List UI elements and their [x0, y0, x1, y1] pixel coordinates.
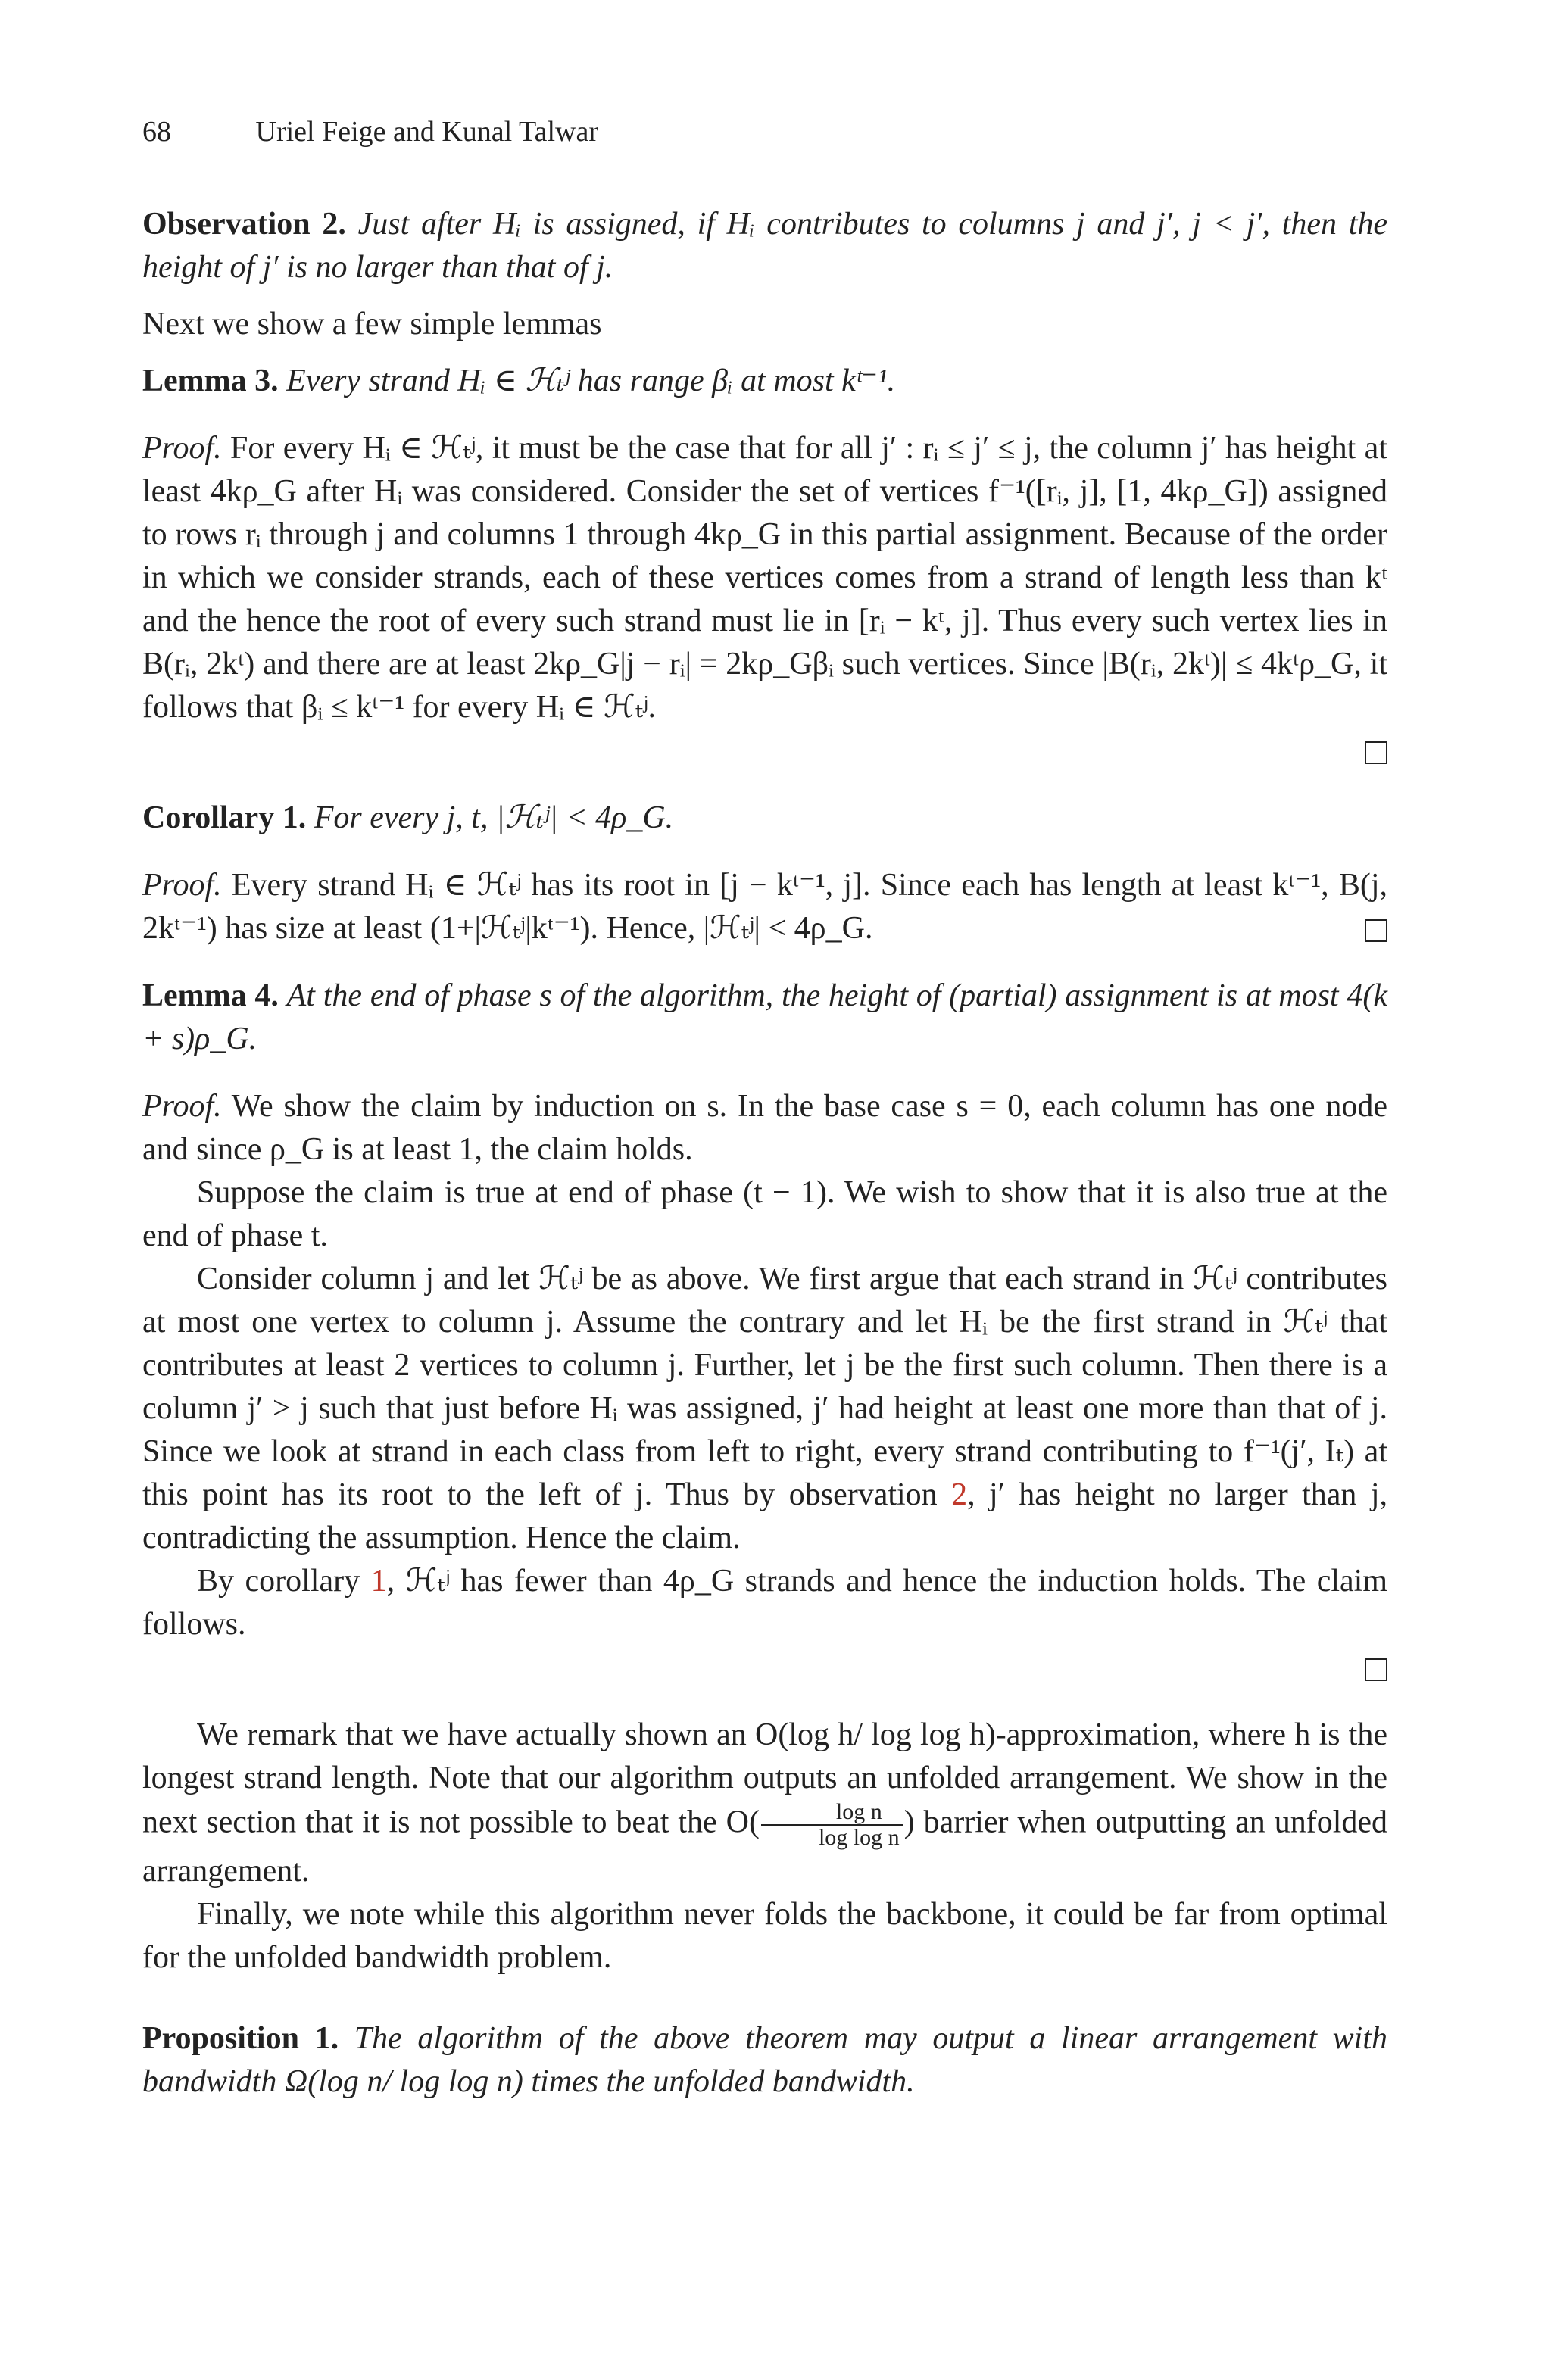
proof-lemma-4-p2: Suppose the claim is true at end of phase (t − 1). We wish to show that it is also true at the end of phase t. [142, 1175, 1387, 1253]
proposition-1 [142, 2017, 1387, 2104]
remark-p2: Finally, we note while this algorithm never folds the backbone, it could be far from optimal for the unfolded bandwidth problem. [142, 1897, 1387, 1975]
remark-p1 [142, 1714, 1387, 1893]
corollary-1-link[interactable]: 1 [370, 1564, 387, 1599]
running-authors: Uriel Feige and Kunal Talwar [255, 116, 598, 148]
fraction-denominator: log log n [818, 1825, 900, 1850]
lemma-4 [142, 975, 1387, 1061]
proposition-1-text: The algorithm of the above theorem may output a linear arrangement with bandwidth Ω(log n/ log log n) times the unfolded bandwidth. [142, 2021, 1387, 2099]
proof-corollary-1 [142, 864, 1387, 950]
proof-lemma-4-p4-text-b: , ℋₜʲ has fewer than 4ρ_G strands and hence the induction holds. The claim follows. [142, 1564, 1387, 1642]
lemma-4-text: At the end of phase s of the algorithm, the height of (partial) assignment is at most 4(k + s)ρ_G. [142, 978, 1387, 1056]
fraction [761, 1800, 903, 1850]
proof-label: Proof. [142, 1089, 222, 1124]
observation-2-link[interactable]: 2 [951, 1477, 968, 1512]
proof-lemma-4-p3-text-b: , j′ has height no larger than j, contradicting the assumption. Hence the claim. [142, 1477, 1387, 1555]
proof-lemma-3-text: For every Hᵢ ∈ ℋₜʲ, it must be the case that for all j′ : rᵢ ≤ j′ ≤ j, the column j′ has height at least 4kρ_G after Hᵢ was considered. Consider the set of vertices f⁻¹([rᵢ, j], [1, 4kρ_G]) assigned to rows rᵢ through j and columns 1 through 4kρ_G in this partial assignment. Because of the order in which we consider strands, each of these vertices comes from a strand of length less than kᵗ and the hence the root of every such strand must lie in [rᵢ − kᵗ, j]. Thus every such vertex lies in B(rᵢ, 2kᵗ) and there are at least 2kρ_G|j − rᵢ| = 2kρ_Gβᵢ such vertices. Since |B(rᵢ, 2kᵗ)| ≤ 4kᵗρ_G, it follows that βᵢ ≤ kᵗ⁻¹ for every Hᵢ ∈ ℋₜʲ. [142, 431, 1387, 725]
proof-lemma-4-p4-text-a: By corollary [197, 1564, 371, 1599]
proof-lemma-4-p1 [142, 1085, 1387, 1171]
page-number: 68 [142, 116, 171, 148]
corollary-1-label: Corollary 1. [142, 800, 307, 835]
lemmas-intro: Next we show a few simple lemmas [142, 307, 602, 342]
observation-2-label: Observation 2. [142, 207, 346, 242]
remark-p1-text-a: We remark that we have actually shown an O(log h/ log log h)-approximation, where h is the longest strand length. Note that our algorithm outputs an unfolded arrangement. We show in the next section that it is not possible to beat the O( [142, 1717, 1387, 1840]
qed-symbol [142, 729, 1387, 772]
observation-2 [142, 203, 1387, 289]
page-body [142, 203, 1387, 2104]
qed-symbol [1365, 907, 1387, 950]
proposition-1-label: Proposition 1. [142, 2021, 339, 2056]
fraction-numerator: log n [761, 1800, 903, 1826]
proof-label: Proof. [142, 431, 222, 466]
lemma-3 [142, 360, 1387, 403]
proof-lemma-4-p3-text-a: Consider column j and let ℋₜʲ be as above. We first argue that each strand in ℋₜʲ contributes at most one vertex to column j. Assume the contrary and let Hᵢ be the first strand in ℋₜʲ that contributes at least 2 vertices to column j. Further, let j be the first such column. Then there is a column j′ > j such that just before Hᵢ was assigned, j′ had height at least one more than that of j. Since we look at strand in each class from left to right, every strand contributing to f⁻¹(j′, Iₜ) at this point has its root to the left of j. Thus by observation [142, 1262, 1387, 1512]
running-header [142, 114, 1387, 150]
proof-lemma-4-p1-text: We show the claim by induction on s. In the base case s = 0, each column has one node and since ρ_G is at least 1, the claim holds. [142, 1089, 1387, 1167]
lemma-3-text: Every strand Hᵢ ∈ ℋₜʲ has range βᵢ at most kᵗ⁻¹. [286, 363, 896, 398]
proof-corollary-1-text: Every strand Hᵢ ∈ ℋₜʲ has its root in [j − kᵗ⁻¹, j]. Since each has length at least kᵗ⁻¹, B(j, 2kᵗ⁻¹) has size at least (1+|ℋₜʲ|kᵗ⁻¹). Hence, |ℋₜʲ| < 4ρ_G. [142, 868, 1388, 946]
proof-lemma-4-p4 [142, 1560, 1387, 1646]
corollary-1-text: For every j, t, |ℋₜʲ| < 4ρ_G. [314, 800, 674, 835]
corollary-1 [142, 797, 1387, 840]
observation-2-text: Just after Hᵢ is assigned, if Hᵢ contributes to columns j and j′, j < j′, then the height of j′ is no larger than that of j. [142, 207, 1388, 285]
proof-lemma-3 [142, 427, 1387, 729]
proof-label: Proof. [142, 868, 222, 903]
remark-p1-text-b: ) barrier when outputting an unfolded arrangement. [142, 1804, 1388, 1889]
lemma-3-label: Lemma 3. [142, 363, 279, 398]
lemma-4-label: Lemma 4. [142, 978, 279, 1013]
proof-lemma-4-p3 [142, 1258, 1387, 1560]
qed-symbol [142, 1646, 1387, 1689]
